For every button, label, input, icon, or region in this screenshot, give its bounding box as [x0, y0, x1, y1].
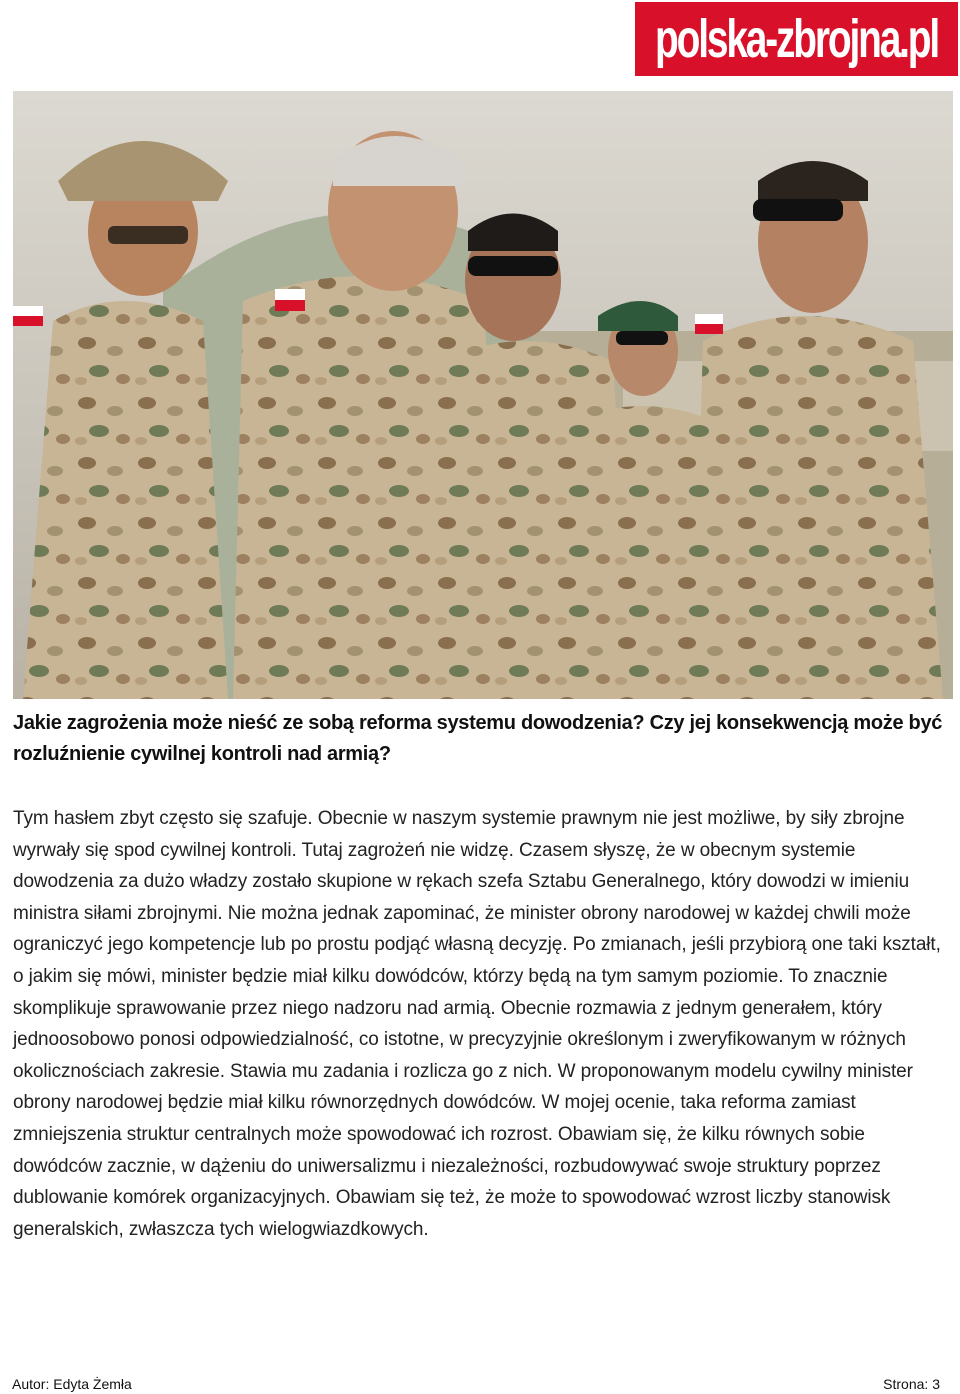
site-logo-text: polska-zbrojna.pl [654, 9, 939, 69]
soldiers-photo [13, 91, 953, 699]
author-credit: Autor: Edyta Żemła [12, 1376, 132, 1392]
article-photo [13, 91, 953, 699]
site-logo [635, 2, 958, 76]
article-body: Tym hasłem zbyt często się szafuje. Obecnie w naszym systemie prawnym nie jest możliwe, by siły zbrojne wyrwały się spod cywilnej kontroli. Tutaj zagrożeń nie widzę. Czasem słyszę, że w obecnym systemie dowodzenia za dużo władzy zostało skupione w rękach szefa Sztabu Generalnego, który dowodzi w imieniu ministra siłami zbrojnymi. Nie można jednak zapominać, że minister obrony narodowej w każdej chwili może ograniczyć jego kompetencje lub po prostu podjąć własną decyzję. Po zmianach, jeśli przybiorą one taki kształt, o jakim się mówi, minister będzie miał kilku dowódców, którzy będą na tym samym poziomie. To znacznie skomplikuje sprawowanie przez niego nadzoru nad armią. Obecnie rozmawia z jednym generałem, który jednoosobowo ponosi odpowiedzialność, co istotne, w precyzyjnie określonym i zweryfikowanym w różnych okolicznościach zakresie. Stawia mu zadania i rozlicza go z nich. W proponowanym modelu cywilny minister obrony narodowej będzie miał kilku równorzędnych dowódców. W mojej ocenie, taka reforma zamiast zmniejszenia struktur centralnych może spowodować ich rozrost. Obawiam się, że kilku równych sobie dowódców zacznie, w dążeniu do uniwersalizmu i niezależności, rozbudowywać swoje struktury poprzez dublowanie komórek organizacyjnych. Obawiam się też, że może to spowodować wzrost liczby stanowisk generalskich, zwłaszcza tych wielogwiazdkowych. [13, 808, 941, 1240]
page-number: Strona: 3 [883, 1376, 940, 1392]
article-headline: Jakie zagrożenia może nieść ze sobą reforma systemu dowodzenia? Czy jej konsekwencją może być rozluźnienie cywilnej kontroli nad armią? [13, 712, 943, 765]
